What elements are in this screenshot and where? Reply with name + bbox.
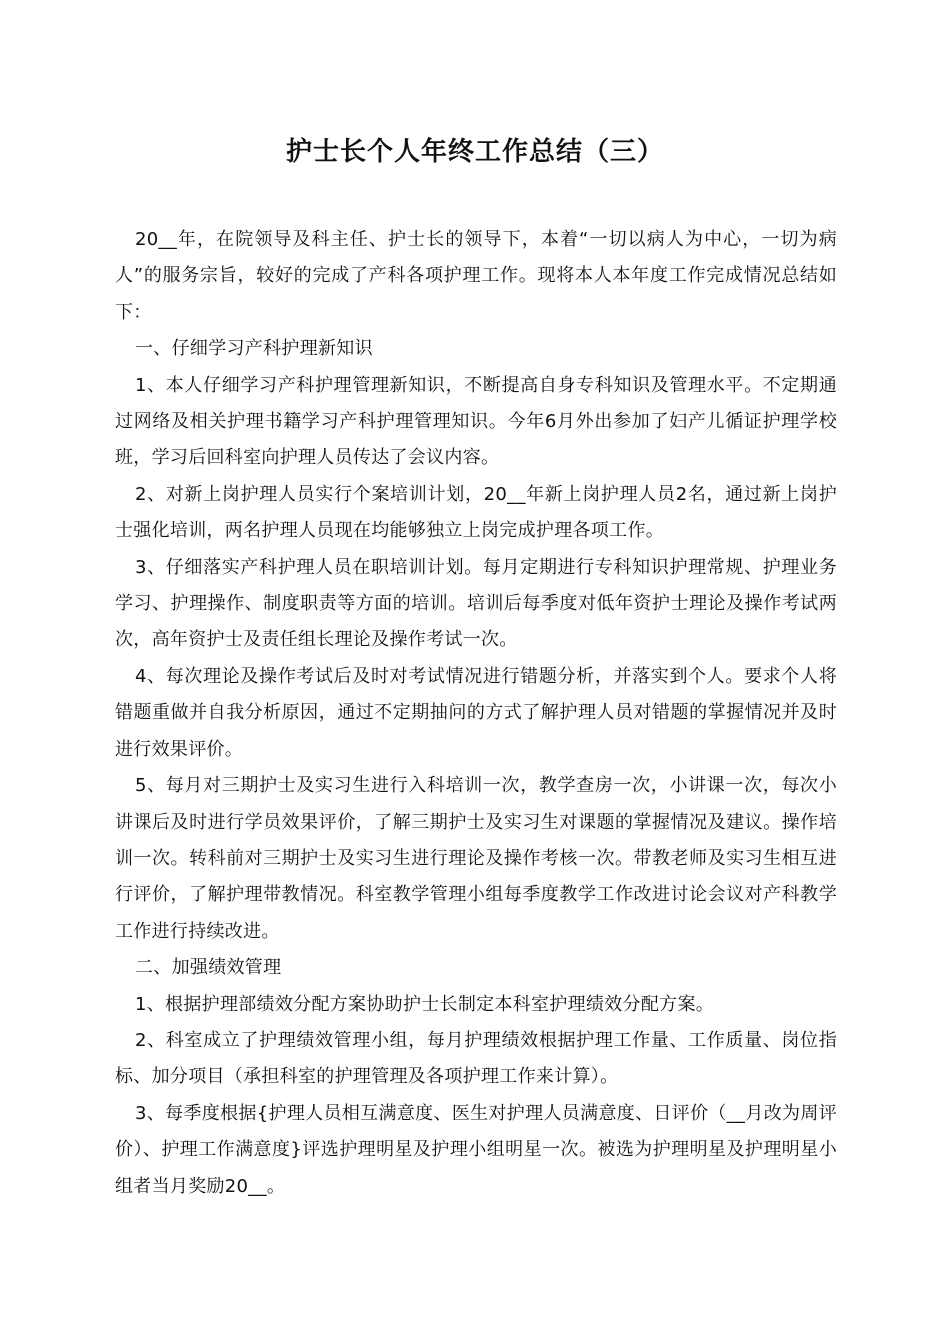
paragraph-learning-5: 5、每月对三期护士及实习生进行入科培训一次，教学查房一次，小讲课一次，每次小讲课后及时进行学员效果评价，了解三期护士及实习生对课题的掌握情况及建议。操作培训一次。转科前对三期护士及实习生进行理论及操作考核一次。带教老师及实习生相互进行评价，了解护理带教情况。科室教学管理小组每季度教学工作改进讨论会议对产科教学工作进行持续改进。 xyxy=(115,775,837,942)
paragraph-learning-3: 3、仔细落实产科护理人员在职培训计划。每月定期进行专科知识护理常规、护理业务学习、护理操作、制度职责等方面的培训。培训后每季度对低年资护士理论及操作考试两次，高年资护士及责任组长理论及操作考试一次。 xyxy=(115,556,837,651)
paragraph-performance-2: 2、科室成立了护理绩效管理小组，每月护理绩效根据护理工作量、工作质量、岗位指标、加分项目（承担科室的护理管理及各项护理工作来计算）。 xyxy=(115,1029,837,1088)
document-title: 护士长个人年终工作总结（三） xyxy=(285,137,664,167)
document-body xyxy=(115,222,837,1205)
paragraph-learning-1: 1、本人仔细学习产科护理管理新知识，不断提高自身专科知识及管理水平。不定期通过网络及相关护理书籍学习产科护理管理知识。今年6月外出参加了妇产儿循证护理学校班，学习后回科室向护理人员传达了会议内容。 xyxy=(115,374,837,469)
paragraph-performance-3: 3、每季度根据{护理人员相互满意度、医生对护理人员满意度、日评价（__月改为周评价）、护理工作满意度}评选护理明星及护理小组明星一次。被选为护理明星及护理明星小组者当月奖励20__。 xyxy=(115,1102,837,1197)
paragraph-learning-4: 4、每次理论及操作考试后及时对考试情况进行错题分析，并落实到个人。要求个人将错题重做并自我分析原因，通过不定期抽问的方式了解护理人员对错题的掌握情况并及时进行效果评价。 xyxy=(115,665,837,760)
paragraph-learning-2: 2、对新上岗护理人员实行个案培训计划，20__年新上岗护理人员2名，通过新上岗护士强化培训，两名护理人员现在均能够独立上岗完成护理各项工作。 xyxy=(115,483,837,542)
section-heading-learning: 一、仔细学习产科护理新知识 xyxy=(135,338,373,360)
section-heading-performance: 二、加强绩效管理 xyxy=(135,957,282,979)
intro-paragraph: 20__年，在院领导及科主任、护士长的领导下，本着“一切以病人为中心，一切为病人”的服务宗旨，较好的完成了产科各项护理工作。现将本人本年度工作完成情况总结如下： xyxy=(115,229,837,323)
paragraph-performance-1: 1、根据护理部绩效分配方案协助护士长制定本科室护理绩效分配方案。 xyxy=(135,993,715,1015)
